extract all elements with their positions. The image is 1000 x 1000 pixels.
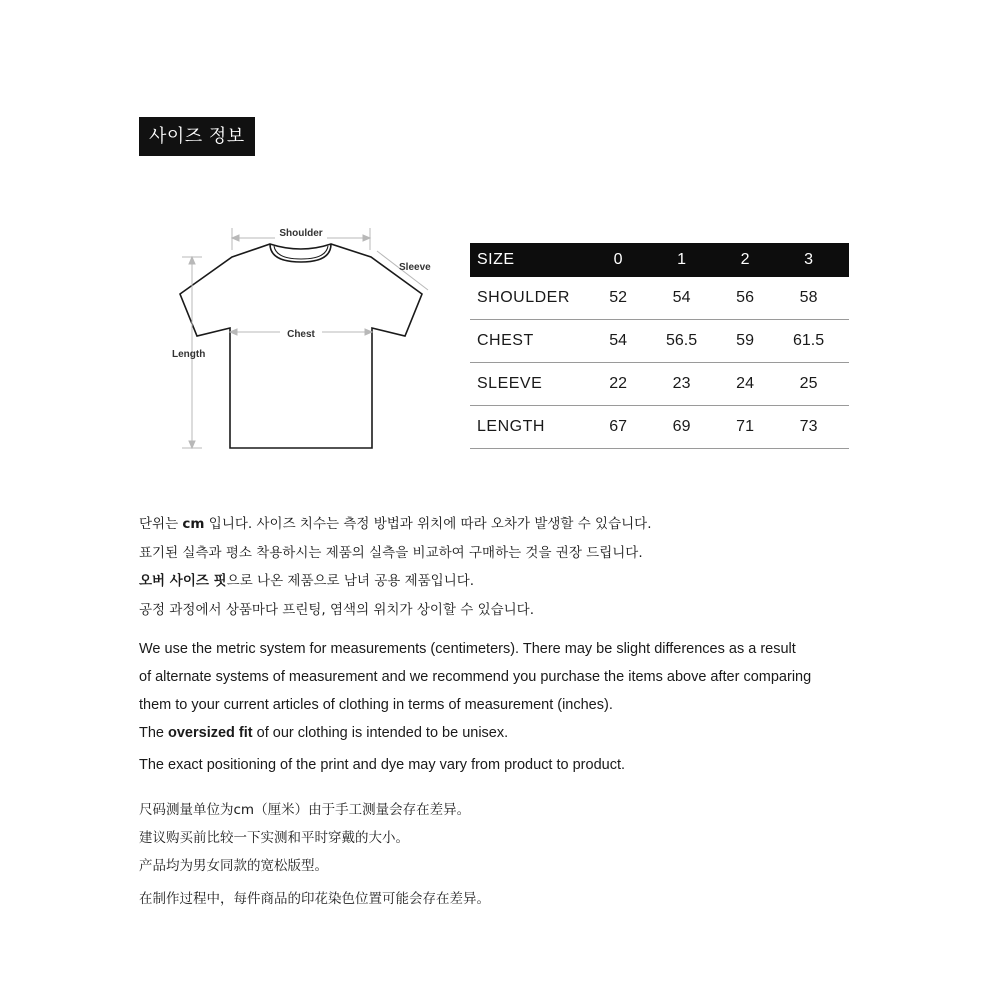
page-title: 사이즈 정보 — [139, 117, 255, 156]
cell: 25 — [768, 363, 849, 406]
cell: 61.5 — [768, 320, 849, 363]
chinese-note-3: 产品均为男女同款的宽松版型。 — [139, 858, 328, 874]
chest-label: Chest — [287, 329, 315, 340]
shoulder-label: Shoulder — [279, 228, 323, 239]
header-size-2: 2 — [722, 243, 768, 277]
cell: 52 — [595, 277, 641, 320]
chinese-note-4: 在制作过程中，每件商品的印花染色位置可能会存在差异。 — [139, 891, 490, 907]
chinese-note-2: 建议购买前比较一下实测和平时穿戴的大小。 — [139, 830, 409, 846]
table-row — [470, 363, 849, 406]
cell: 71 — [722, 406, 768, 449]
korean-note-4: 공정 과정에서 상품마다 프린팅, 염색의 위치가 상이할 수 있습니다. — [139, 602, 535, 618]
table-row — [470, 320, 849, 363]
length-label: Length — [172, 349, 206, 360]
korean-note-3: 오버 사이즈 핏으로 나온 제품으로 남녀 공용 제품입니다. — [139, 573, 475, 589]
table-row — [470, 277, 849, 320]
header-size-3: 3 — [768, 243, 849, 277]
cell: 67 — [595, 406, 641, 449]
cell: 56.5 — [641, 320, 722, 363]
chinese-note-1: 尺码测量单位为cm（厘米）由于手工测量会存在差异。 — [139, 802, 471, 818]
header-size-0: 0 — [595, 243, 641, 277]
english-note-3: them to your current articles of clothing in terms of measurement (inches). — [139, 697, 613, 713]
english-note-1: We use the metric system for measurements (centimeters). There may be slight differences as a result — [139, 641, 796, 657]
cell: 54 — [595, 320, 641, 363]
cell: 22 — [595, 363, 641, 406]
size-table — [470, 243, 849, 449]
tshirt-diagram — [170, 220, 440, 460]
sleeve-label: Sleeve — [399, 262, 431, 273]
english-note-4: The oversized fit of our clothing is intended to be unisex. — [139, 725, 509, 741]
english-note-2: of alternate systems of measurement and we recommend you purchase the items above after comparing — [139, 669, 812, 685]
row-label: SHOULDER — [470, 277, 595, 320]
cell: 24 — [722, 363, 768, 406]
cell: 73 — [768, 406, 849, 449]
row-label: SLEEVE — [470, 363, 595, 406]
english-note-5: The exact positioning of the print and dye may vary from product to product. — [139, 757, 626, 773]
korean-note-1: 단위는 cm 입니다. 사이즈 치수는 측정 방법과 위치에 따라 오차가 발생할 수 있습니다. — [139, 516, 652, 532]
cell: 69 — [641, 406, 722, 449]
cell: 56 — [722, 277, 768, 320]
row-label: LENGTH — [470, 406, 595, 449]
row-label: CHEST — [470, 320, 595, 363]
cell: 58 — [768, 277, 849, 320]
tshirt-outline — [180, 244, 422, 448]
table-header-row — [470, 243, 849, 277]
korean-note-2: 표기된 실측과 평소 착용하시는 제품의 실측을 비교하여 구매하는 것을 권장 드립니다. — [139, 545, 643, 561]
header-size: SIZE — [470, 243, 595, 277]
cell: 59 — [722, 320, 768, 363]
cell: 23 — [641, 363, 722, 406]
header-size-1: 1 — [641, 243, 722, 277]
table-row — [470, 406, 849, 449]
cell: 54 — [641, 277, 722, 320]
